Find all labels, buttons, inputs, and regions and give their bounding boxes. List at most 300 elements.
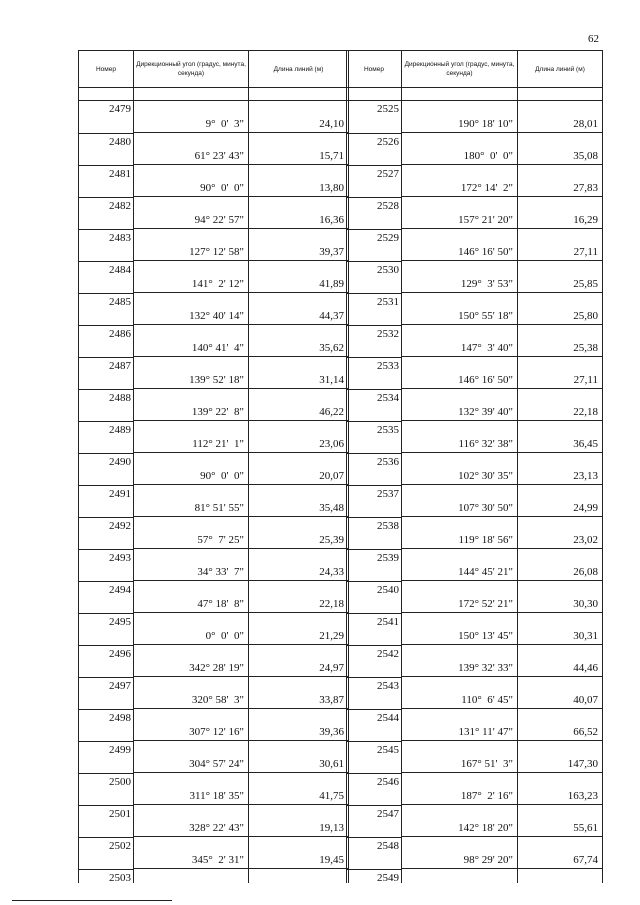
point-number: 2488 bbox=[79, 389, 134, 421]
length-value: 55,61 bbox=[573, 822, 598, 834]
point-number: 2483 bbox=[79, 229, 134, 261]
angle-cell bbox=[134, 869, 249, 883]
length-cell bbox=[249, 389, 348, 421]
table-row bbox=[347, 229, 602, 261]
angle-value: 132° 39' 40" bbox=[458, 406, 513, 418]
length-value: 19,45 bbox=[319, 854, 344, 866]
header-length: Длина линий (м) bbox=[273, 65, 324, 73]
angle-cell bbox=[134, 261, 249, 293]
angle-value: 127° 12' 58" bbox=[189, 246, 244, 258]
coordinates-table-right bbox=[346, 50, 603, 883]
length-cell bbox=[249, 741, 348, 773]
angle-cell bbox=[134, 613, 249, 645]
angle-cell bbox=[402, 549, 518, 581]
point-number: 2527 bbox=[347, 165, 402, 197]
length-value: 22,18 bbox=[319, 598, 344, 610]
length-cell bbox=[249, 581, 348, 613]
angle-value: 167° 51' 3" bbox=[460, 758, 513, 770]
length-value: 27,83 bbox=[573, 182, 598, 194]
length-cell bbox=[249, 421, 348, 453]
point-number: 2534 bbox=[347, 389, 402, 421]
angle-cell bbox=[134, 325, 249, 357]
table-row bbox=[347, 645, 602, 677]
header-number: Номер bbox=[79, 51, 134, 87]
table-row bbox=[347, 581, 602, 613]
length-cell bbox=[518, 549, 602, 581]
point-number: 2544 bbox=[347, 709, 402, 741]
table-row bbox=[79, 261, 348, 293]
angle-cell bbox=[134, 101, 249, 133]
angle-cell bbox=[134, 517, 249, 549]
length-value: 28,01 bbox=[573, 118, 598, 130]
angle-value: 34° 33' 7" bbox=[197, 566, 244, 578]
length-cell bbox=[518, 645, 602, 677]
angle-cell bbox=[134, 165, 249, 197]
angle-cell bbox=[134, 549, 249, 581]
angle-value: 304° 57' 24" bbox=[189, 758, 244, 770]
length-value: 24,10 bbox=[319, 118, 344, 130]
length-value: 66,52 bbox=[573, 726, 598, 738]
length-cell bbox=[249, 453, 348, 485]
point-number: 2540 bbox=[347, 581, 402, 613]
length-cell bbox=[249, 517, 348, 549]
angle-cell bbox=[134, 805, 249, 837]
table-row bbox=[79, 805, 348, 837]
length-value: 35,48 bbox=[319, 502, 344, 514]
point-number: 2499 bbox=[79, 741, 134, 773]
length-value: 147,30 bbox=[567, 758, 598, 770]
length-cell bbox=[518, 837, 602, 869]
table-row bbox=[79, 389, 348, 421]
footer-divider bbox=[12, 900, 172, 901]
angle-cell bbox=[134, 773, 249, 805]
table-row bbox=[347, 101, 602, 133]
table-row bbox=[347, 837, 602, 869]
table-header bbox=[347, 51, 602, 88]
length-value: 23,02 bbox=[573, 534, 598, 546]
angle-value: 141° 2' 12" bbox=[191, 278, 244, 290]
length-value: 25,85 bbox=[573, 278, 598, 290]
length-cell bbox=[249, 357, 348, 389]
table-header bbox=[79, 51, 348, 88]
table-row bbox=[347, 549, 602, 581]
angle-value: 98° 29' 20" bbox=[463, 854, 513, 866]
length-value: 35,08 bbox=[573, 150, 598, 162]
angle-value: 311° 18' 35" bbox=[189, 790, 244, 802]
table-row bbox=[347, 741, 602, 773]
point-number: 2480 bbox=[79, 133, 134, 165]
angle-value: 107° 30' 50" bbox=[458, 502, 513, 514]
length-cell bbox=[518, 869, 602, 883]
point-number: 2529 bbox=[347, 229, 402, 261]
angle-value: 47° 18' 8" bbox=[197, 598, 244, 610]
point-number: 2496 bbox=[79, 645, 134, 677]
table-row bbox=[79, 581, 348, 613]
angle-value: 139° 32' 33" bbox=[458, 662, 513, 674]
length-cell bbox=[249, 837, 348, 869]
length-cell bbox=[518, 773, 602, 805]
table-row bbox=[347, 325, 602, 357]
angle-value: 0° 0' 0" bbox=[205, 630, 244, 642]
angle-cell bbox=[402, 357, 518, 389]
length-value: 39,37 bbox=[319, 246, 344, 258]
angle-cell bbox=[402, 229, 518, 261]
angle-value: 140° 41' 4" bbox=[191, 342, 244, 354]
angle-cell bbox=[402, 165, 518, 197]
table-row bbox=[79, 517, 348, 549]
point-number: 2479 bbox=[79, 101, 134, 133]
length-value: 41,89 bbox=[319, 278, 344, 290]
table-row bbox=[347, 453, 602, 485]
point-number: 2533 bbox=[347, 357, 402, 389]
angle-value: 307° 12' 16" bbox=[189, 726, 244, 738]
table-row bbox=[79, 421, 348, 453]
point-number: 2543 bbox=[347, 677, 402, 709]
point-number: 2545 bbox=[347, 741, 402, 773]
length-value: 39,36 bbox=[319, 726, 344, 738]
length-value: 25,80 bbox=[573, 310, 598, 322]
length-cell bbox=[249, 133, 348, 165]
length-value: 163,23 bbox=[567, 790, 598, 802]
length-value: 23,13 bbox=[573, 470, 598, 482]
angle-value: 328° 22' 43" bbox=[189, 822, 244, 834]
length-value: 21,29 bbox=[319, 630, 344, 642]
length-value: 15,71 bbox=[319, 150, 344, 162]
length-cell bbox=[249, 229, 348, 261]
length-value: 40,07 bbox=[573, 694, 598, 706]
length-value: 30,31 bbox=[573, 630, 598, 642]
table-row bbox=[79, 133, 348, 165]
table-row bbox=[79, 549, 348, 581]
angle-cell bbox=[402, 453, 518, 485]
table-row bbox=[347, 485, 602, 517]
length-value: 22,18 bbox=[573, 406, 598, 418]
point-number: 2536 bbox=[347, 453, 402, 485]
angle-value: 180° 0' 0" bbox=[463, 150, 513, 162]
point-number: 2482 bbox=[79, 197, 134, 229]
point-number: 2542 bbox=[347, 645, 402, 677]
table-row bbox=[347, 709, 602, 741]
table-row bbox=[347, 261, 602, 293]
length-value: 24,97 bbox=[319, 662, 344, 674]
angle-cell bbox=[402, 517, 518, 549]
angle-cell bbox=[134, 421, 249, 453]
length-cell bbox=[518, 293, 602, 325]
header-angle: Дирекционный угол (градус, минута, секунда) bbox=[402, 51, 518, 87]
length-value: 20,07 bbox=[319, 470, 344, 482]
point-number: 2481 bbox=[79, 165, 134, 197]
angle-cell bbox=[402, 485, 518, 517]
angle-value: 116° 32' 38" bbox=[458, 438, 513, 450]
length-cell bbox=[518, 197, 602, 229]
length-cell bbox=[249, 805, 348, 837]
length-cell bbox=[249, 293, 348, 325]
table-row bbox=[79, 773, 348, 805]
table-row bbox=[79, 677, 348, 709]
length-value: 33,87 bbox=[319, 694, 344, 706]
point-number: 2497 bbox=[79, 677, 134, 709]
table-body bbox=[347, 101, 602, 883]
angle-cell bbox=[402, 389, 518, 421]
angle-cell bbox=[402, 837, 518, 869]
table-row bbox=[79, 325, 348, 357]
angle-value: 345° 2' 31" bbox=[191, 854, 244, 866]
length-value: 13,80 bbox=[319, 182, 344, 194]
table-row bbox=[347, 869, 602, 883]
length-cell bbox=[518, 357, 602, 389]
angle-cell bbox=[402, 581, 518, 613]
angle-cell bbox=[134, 357, 249, 389]
table-row bbox=[347, 165, 602, 197]
point-number: 2541 bbox=[347, 613, 402, 645]
length-cell bbox=[518, 677, 602, 709]
length-value: 44,46 bbox=[573, 662, 598, 674]
table-row bbox=[347, 773, 602, 805]
angle-cell bbox=[402, 741, 518, 773]
length-value: 30,30 bbox=[573, 598, 598, 610]
angle-cell bbox=[402, 197, 518, 229]
angle-cell bbox=[402, 869, 518, 883]
angle-cell bbox=[134, 293, 249, 325]
length-value: 31,14 bbox=[319, 374, 344, 386]
point-number: 2489 bbox=[79, 421, 134, 453]
length-cell bbox=[518, 229, 602, 261]
length-value: 27,11 bbox=[573, 374, 598, 386]
length-value: 24,99 bbox=[573, 502, 598, 514]
length-cell bbox=[518, 485, 602, 517]
angle-cell bbox=[134, 389, 249, 421]
point-number: 2547 bbox=[347, 805, 402, 837]
length-cell bbox=[249, 325, 348, 357]
table-body bbox=[79, 101, 348, 883]
point-number: 2531 bbox=[347, 293, 402, 325]
point-number: 2549 bbox=[347, 869, 402, 883]
angle-value: 320° 58' 3" bbox=[191, 694, 244, 706]
angle-value: 150° 55' 18" bbox=[458, 310, 513, 322]
coordinates-table-left bbox=[78, 50, 349, 883]
angle-value: 342° 28' 19" bbox=[189, 662, 244, 674]
angle-cell bbox=[402, 677, 518, 709]
angle-value: 146° 16' 50" bbox=[458, 374, 513, 386]
length-value: 23,06 bbox=[319, 438, 344, 450]
point-number: 2493 bbox=[79, 549, 134, 581]
length-cell bbox=[518, 517, 602, 549]
length-cell bbox=[518, 453, 602, 485]
length-value: 25,39 bbox=[319, 534, 344, 546]
point-number: 2526 bbox=[347, 133, 402, 165]
length-cell bbox=[518, 613, 602, 645]
angle-value: 139° 22' 8" bbox=[191, 406, 244, 418]
point-number: 2503 bbox=[79, 869, 134, 883]
point-number: 2487 bbox=[79, 357, 134, 389]
angle-value: 187° 2' 16" bbox=[460, 790, 513, 802]
angle-value: 110° 6' 45" bbox=[461, 694, 513, 706]
table-row bbox=[79, 453, 348, 485]
length-cell bbox=[249, 773, 348, 805]
length-value: 16,36 bbox=[319, 214, 344, 226]
length-value: 26,08 bbox=[573, 566, 598, 578]
header-angle: Дирекционный угол (градус, минута, секунда) bbox=[134, 51, 249, 87]
length-cell bbox=[518, 165, 602, 197]
angle-value: 81° 51' 55" bbox=[194, 502, 244, 514]
angle-value: 90° 0' 0" bbox=[200, 470, 244, 482]
length-cell bbox=[518, 389, 602, 421]
length-cell bbox=[249, 613, 348, 645]
length-cell bbox=[518, 805, 602, 837]
table-row bbox=[79, 357, 348, 389]
point-number: 2486 bbox=[79, 325, 134, 357]
angle-cell bbox=[134, 485, 249, 517]
point-number: 2490 bbox=[79, 453, 134, 485]
angle-cell bbox=[402, 645, 518, 677]
table-row bbox=[79, 613, 348, 645]
table-row bbox=[347, 517, 602, 549]
table-row bbox=[79, 229, 348, 261]
table-spacer bbox=[79, 88, 348, 101]
table-spacer bbox=[347, 88, 602, 101]
table-row bbox=[79, 645, 348, 677]
length-cell bbox=[249, 645, 348, 677]
length-cell bbox=[518, 261, 602, 293]
angle-value: 9° 0' 3" bbox=[205, 118, 244, 130]
length-value: 19,13 bbox=[319, 822, 344, 834]
table-row bbox=[79, 709, 348, 741]
angle-value: 150° 13' 45" bbox=[458, 630, 513, 642]
length-value: 41,75 bbox=[319, 790, 344, 802]
point-number: 2485 bbox=[79, 293, 134, 325]
point-number: 2498 bbox=[79, 709, 134, 741]
point-number: 2500 bbox=[79, 773, 134, 805]
table-row bbox=[347, 133, 602, 165]
length-cell bbox=[518, 741, 602, 773]
length-cell bbox=[249, 101, 348, 133]
angle-cell bbox=[134, 677, 249, 709]
angle-value: 144° 45' 21" bbox=[458, 566, 513, 578]
page-number: 62 bbox=[588, 33, 599, 45]
length-value: 44,37 bbox=[319, 310, 344, 322]
length-value: 30,61 bbox=[319, 758, 344, 770]
length-cell bbox=[249, 261, 348, 293]
length-value: 16,29 bbox=[573, 214, 598, 226]
point-number: 2537 bbox=[347, 485, 402, 517]
angle-cell bbox=[402, 261, 518, 293]
length-cell bbox=[249, 869, 348, 883]
header-length: Длина линий (м) bbox=[535, 65, 585, 73]
angle-cell bbox=[134, 581, 249, 613]
length-cell bbox=[518, 325, 602, 357]
length-cell bbox=[249, 549, 348, 581]
point-number: 2530 bbox=[347, 261, 402, 293]
table-row bbox=[347, 357, 602, 389]
length-cell bbox=[249, 709, 348, 741]
table-row bbox=[347, 677, 602, 709]
angle-cell bbox=[134, 645, 249, 677]
length-cell bbox=[249, 165, 348, 197]
angle-value: 94° 22' 57" bbox=[194, 214, 244, 226]
table-row bbox=[347, 421, 602, 453]
point-number: 2501 bbox=[79, 805, 134, 837]
length-value: 36,45 bbox=[573, 438, 598, 450]
angle-value: 112° 21' 1" bbox=[192, 438, 244, 450]
angle-cell bbox=[134, 709, 249, 741]
table-row bbox=[79, 869, 348, 883]
angle-cell bbox=[134, 133, 249, 165]
point-number: 2495 bbox=[79, 613, 134, 645]
header-number: Номер bbox=[347, 51, 402, 87]
length-cell bbox=[518, 581, 602, 613]
angle-value: 61° 23' 43" bbox=[194, 150, 244, 162]
angle-value: 157° 21' 20" bbox=[458, 214, 513, 226]
angle-value: 57° 7' 25" bbox=[197, 534, 244, 546]
angle-value: 146° 16' 50" bbox=[458, 246, 513, 258]
table-row bbox=[79, 197, 348, 229]
table-row bbox=[79, 101, 348, 133]
angle-cell bbox=[134, 197, 249, 229]
length-cell bbox=[518, 101, 602, 133]
length-value: 35,62 bbox=[319, 342, 344, 354]
length-cell bbox=[518, 421, 602, 453]
table-row bbox=[79, 837, 348, 869]
point-number: 2492 bbox=[79, 517, 134, 549]
angle-value: 131° 11' 47" bbox=[458, 726, 513, 738]
angle-value: 132° 40' 14" bbox=[189, 310, 244, 322]
length-value: 24,33 bbox=[319, 566, 344, 578]
table-row bbox=[79, 485, 348, 517]
angle-value: 172° 14' 2" bbox=[460, 182, 513, 194]
point-number: 2525 bbox=[347, 101, 402, 133]
length-value: 25,38 bbox=[573, 342, 598, 354]
table-row bbox=[347, 389, 602, 421]
table-row bbox=[79, 293, 348, 325]
angle-cell bbox=[134, 453, 249, 485]
angle-cell bbox=[134, 837, 249, 869]
length-cell bbox=[249, 485, 348, 517]
point-number: 2546 bbox=[347, 773, 402, 805]
angle-cell bbox=[402, 773, 518, 805]
length-value: 46,22 bbox=[319, 406, 344, 418]
point-number: 2535 bbox=[347, 421, 402, 453]
table-row bbox=[79, 165, 348, 197]
angle-value: 90° 0' 0" bbox=[200, 182, 244, 194]
angle-cell bbox=[402, 805, 518, 837]
angle-value: 102° 30' 35" bbox=[458, 470, 513, 482]
angle-value: 147° 3' 40" bbox=[460, 342, 513, 354]
length-cell bbox=[518, 709, 602, 741]
point-number: 2548 bbox=[347, 837, 402, 869]
table-row bbox=[347, 805, 602, 837]
angle-cell bbox=[402, 613, 518, 645]
point-number: 2491 bbox=[79, 485, 134, 517]
angle-cell bbox=[134, 229, 249, 261]
angle-cell bbox=[402, 709, 518, 741]
table-row bbox=[347, 293, 602, 325]
angle-value: 129° 3' 53" bbox=[460, 278, 513, 290]
angle-value: 139° 52' 18" bbox=[189, 374, 244, 386]
angle-value: 190° 18' 10" bbox=[458, 118, 513, 130]
point-number: 2502 bbox=[79, 837, 134, 869]
length-cell bbox=[249, 197, 348, 229]
length-value: 27,11 bbox=[573, 246, 598, 258]
angle-cell bbox=[402, 293, 518, 325]
table-row bbox=[347, 197, 602, 229]
point-number: 2494 bbox=[79, 581, 134, 613]
angle-cell bbox=[402, 325, 518, 357]
angle-value: 119° 18' 56" bbox=[458, 534, 513, 546]
angle-cell bbox=[402, 101, 518, 133]
length-cell bbox=[518, 133, 602, 165]
angle-cell bbox=[402, 133, 518, 165]
angle-cell bbox=[402, 421, 518, 453]
